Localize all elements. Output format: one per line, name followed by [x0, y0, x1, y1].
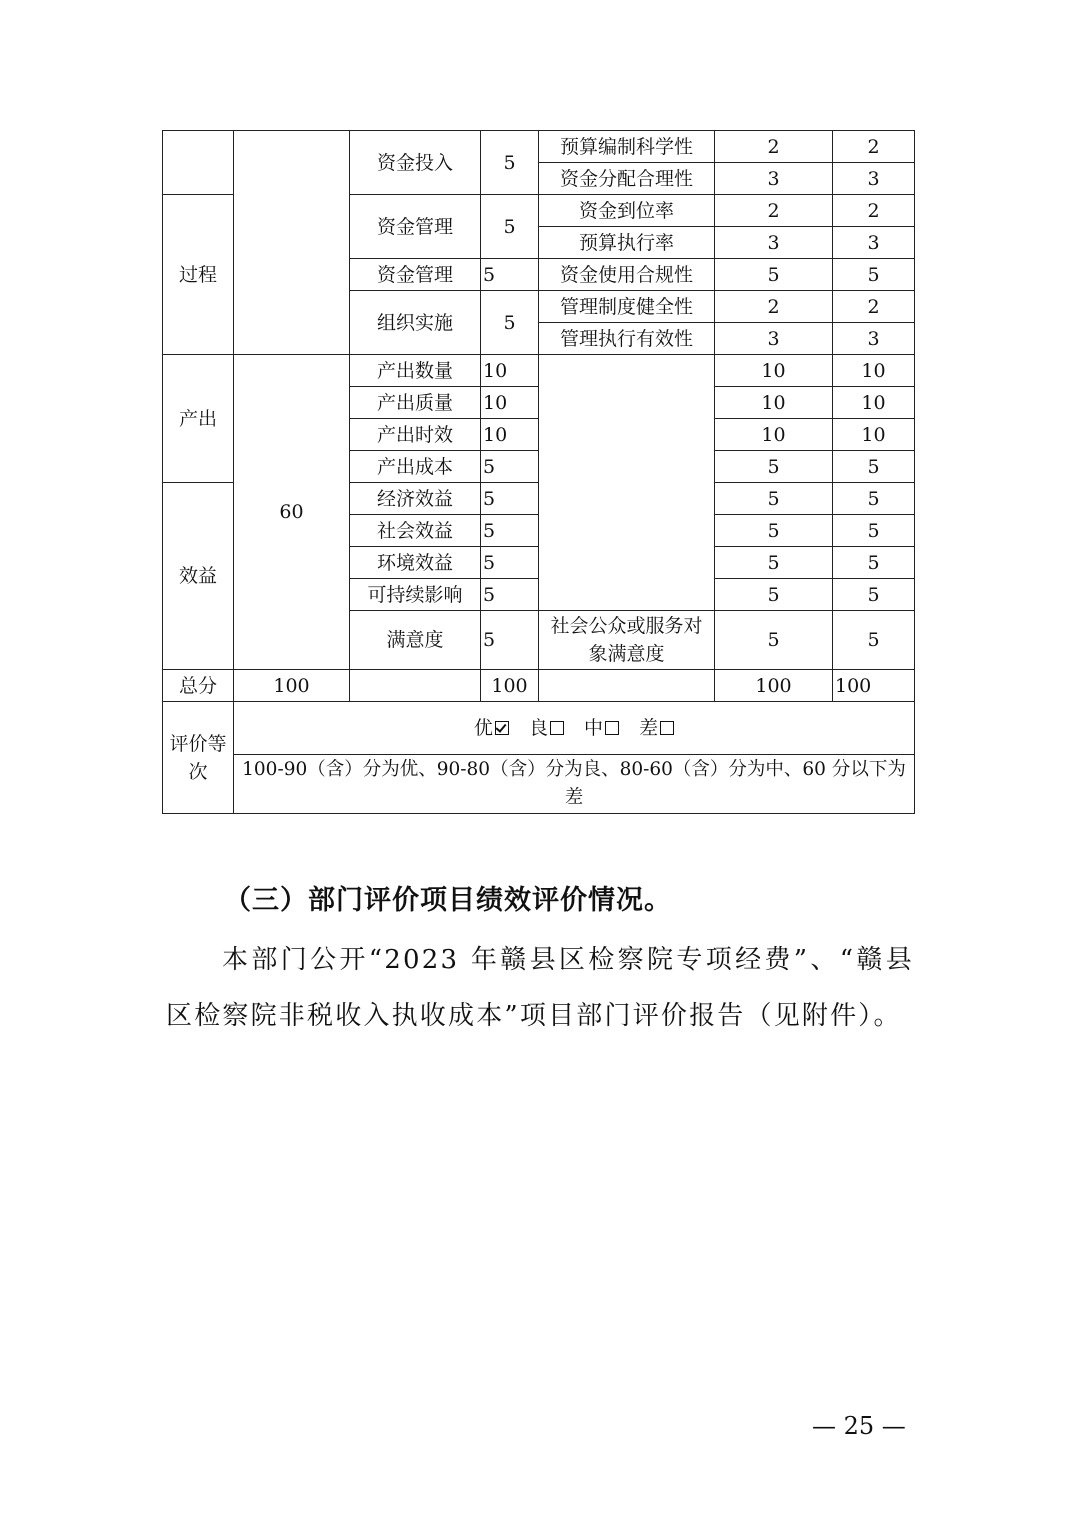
indicator-cell — [539, 611, 715, 670]
subcategory-cell: 满意度 — [350, 611, 481, 670]
score-cell: 5 — [715, 483, 833, 515]
empty-category-cell — [163, 131, 234, 195]
checked-box-icon — [495, 721, 509, 735]
empty-cell — [350, 670, 481, 702]
score-cell: 5 — [715, 515, 833, 547]
category-score-cell: 60 — [234, 355, 350, 670]
graded-score-cell: 10 — [833, 387, 915, 419]
indicator-cell: 资金到位率 — [539, 195, 715, 227]
total-score: 100 — [715, 670, 833, 702]
total-category-score: 100 — [234, 670, 350, 702]
category-benefit: 效益 — [163, 483, 234, 670]
score-cell: 5 — [715, 451, 833, 483]
indicator-cell: 预算执行率 — [539, 227, 715, 259]
score-cell: 5 — [715, 579, 833, 611]
indicator-line: 象满意度 — [588, 643, 665, 665]
indicator-cell: 管理制度健全性 — [539, 291, 715, 323]
graded-score-cell: 5 — [833, 547, 915, 579]
graded-score-cell: 5 — [833, 611, 915, 670]
score-cell: 2 — [715, 131, 833, 163]
subcategory-score-cell: 5 — [481, 195, 539, 259]
rank-option-label: 差 — [639, 717, 659, 739]
subcategory-score-cell: 5 — [481, 451, 539, 483]
subcategory-cell: 组织实施 — [350, 291, 481, 355]
rank-label-line: 评价等 — [169, 732, 227, 755]
indicator-line: 社会公众或服务对 — [550, 615, 703, 637]
score-cell: 10 — [715, 387, 833, 419]
subcategory-cell: 资金管理 — [350, 195, 481, 259]
rank-note-line: 差 — [564, 787, 584, 808]
subcategory-score-cell: 5 — [481, 547, 539, 579]
subcategory-score-cell: 5 — [481, 131, 539, 195]
indicator-cell: 预算编制科学性 — [539, 131, 715, 163]
score-cell: 2 — [715, 291, 833, 323]
rank-option-label: 优 — [473, 717, 493, 739]
graded-score-cell: 5 — [833, 515, 915, 547]
subcategory-score-cell: 5 — [481, 579, 539, 611]
score-cell: 5 — [715, 611, 833, 670]
rank-options — [234, 702, 915, 755]
rank-label — [163, 702, 234, 814]
subcategory-cell: 资金投入 — [350, 131, 481, 195]
graded-score-cell: 5 — [833, 451, 915, 483]
empty-cell — [539, 670, 715, 702]
score-cell: 10 — [715, 355, 833, 387]
graded-score-cell: 3 — [833, 227, 915, 259]
total-subcategory-score: 100 — [481, 670, 539, 702]
subcategory-cell: 资金管理 — [350, 259, 481, 291]
graded-score-cell: 5 — [833, 483, 915, 515]
empty-indicator-cell — [539, 355, 715, 611]
checkbox-icon — [660, 721, 674, 735]
score-cell: 3 — [715, 227, 833, 259]
empty-category-score-cell — [234, 131, 350, 355]
subcategory-cell: 可持续影响 — [350, 579, 481, 611]
total-graded-score: 100 — [833, 670, 915, 702]
section-paragraph: 本部门公开“2023 年赣县区检察院专项经费”、“赣县区检察院非税收入执收成本”项目部门评价报告（见附件）。 — [166, 945, 914, 1031]
subcategory-cell: 产出成本 — [350, 451, 481, 483]
score-cell: 5 — [715, 259, 833, 291]
subcategory-cell: 环境效益 — [350, 547, 481, 579]
subcategory-score-cell: 10 — [481, 419, 539, 451]
performance-score-table — [162, 130, 915, 814]
subcategory-score-cell: 5 — [481, 515, 539, 547]
subcategory-cell: 产出数量 — [350, 355, 481, 387]
graded-score-cell: 3 — [833, 163, 915, 195]
graded-score-cell: 5 — [833, 579, 915, 611]
rank-note-line: 100-90（含）分为优、90-80（含）分为良、80-60（含）分为中、60 分以下为 — [242, 759, 906, 780]
page-number: — 25 — — [812, 1412, 906, 1440]
indicator-cell: 资金分配合理性 — [539, 163, 715, 195]
subcategory-cell: 产出质量 — [350, 387, 481, 419]
rank-criteria-note — [234, 755, 915, 814]
subcategory-cell: 经济效益 — [350, 483, 481, 515]
category-output: 产出 — [163, 355, 234, 483]
indicator-cell: 资金使用合规性 — [539, 259, 715, 291]
score-cell: 5 — [715, 547, 833, 579]
subcategory-score-cell: 5 — [481, 483, 539, 515]
indicator-cell: 管理执行有效性 — [539, 323, 715, 355]
rank-option-label: 中 — [584, 717, 604, 739]
category-process: 过程 — [163, 195, 234, 355]
checkbox-icon — [550, 721, 564, 735]
graded-score-cell: 3 — [833, 323, 915, 355]
subcategory-score-cell: 10 — [481, 387, 539, 419]
section-heading: （三）部门评价项目绩效评价情况。 — [224, 885, 672, 916]
graded-score-cell: 2 — [833, 291, 915, 323]
subcategory-score-cell: 5 — [481, 259, 539, 291]
graded-score-cell: 2 — [833, 131, 915, 163]
graded-score-cell: 2 — [833, 195, 915, 227]
score-cell: 2 — [715, 195, 833, 227]
graded-score-cell: 10 — [833, 419, 915, 451]
subcategory-score-cell: 5 — [481, 291, 539, 355]
subcategory-score-cell: 5 — [481, 611, 539, 670]
checkbox-icon — [605, 721, 619, 735]
rank-option-label: 良 — [528, 717, 548, 739]
graded-score-cell: 10 — [833, 355, 915, 387]
rank-label-line: 次 — [188, 760, 208, 783]
score-cell: 10 — [715, 419, 833, 451]
subcategory-cell: 产出时效 — [350, 419, 481, 451]
score-cell: 3 — [715, 323, 833, 355]
subcategory-cell: 社会效益 — [350, 515, 481, 547]
subcategory-score-cell: 10 — [481, 355, 539, 387]
score-cell: 3 — [715, 163, 833, 195]
graded-score-cell: 5 — [833, 259, 915, 291]
total-label: 总分 — [163, 670, 234, 702]
